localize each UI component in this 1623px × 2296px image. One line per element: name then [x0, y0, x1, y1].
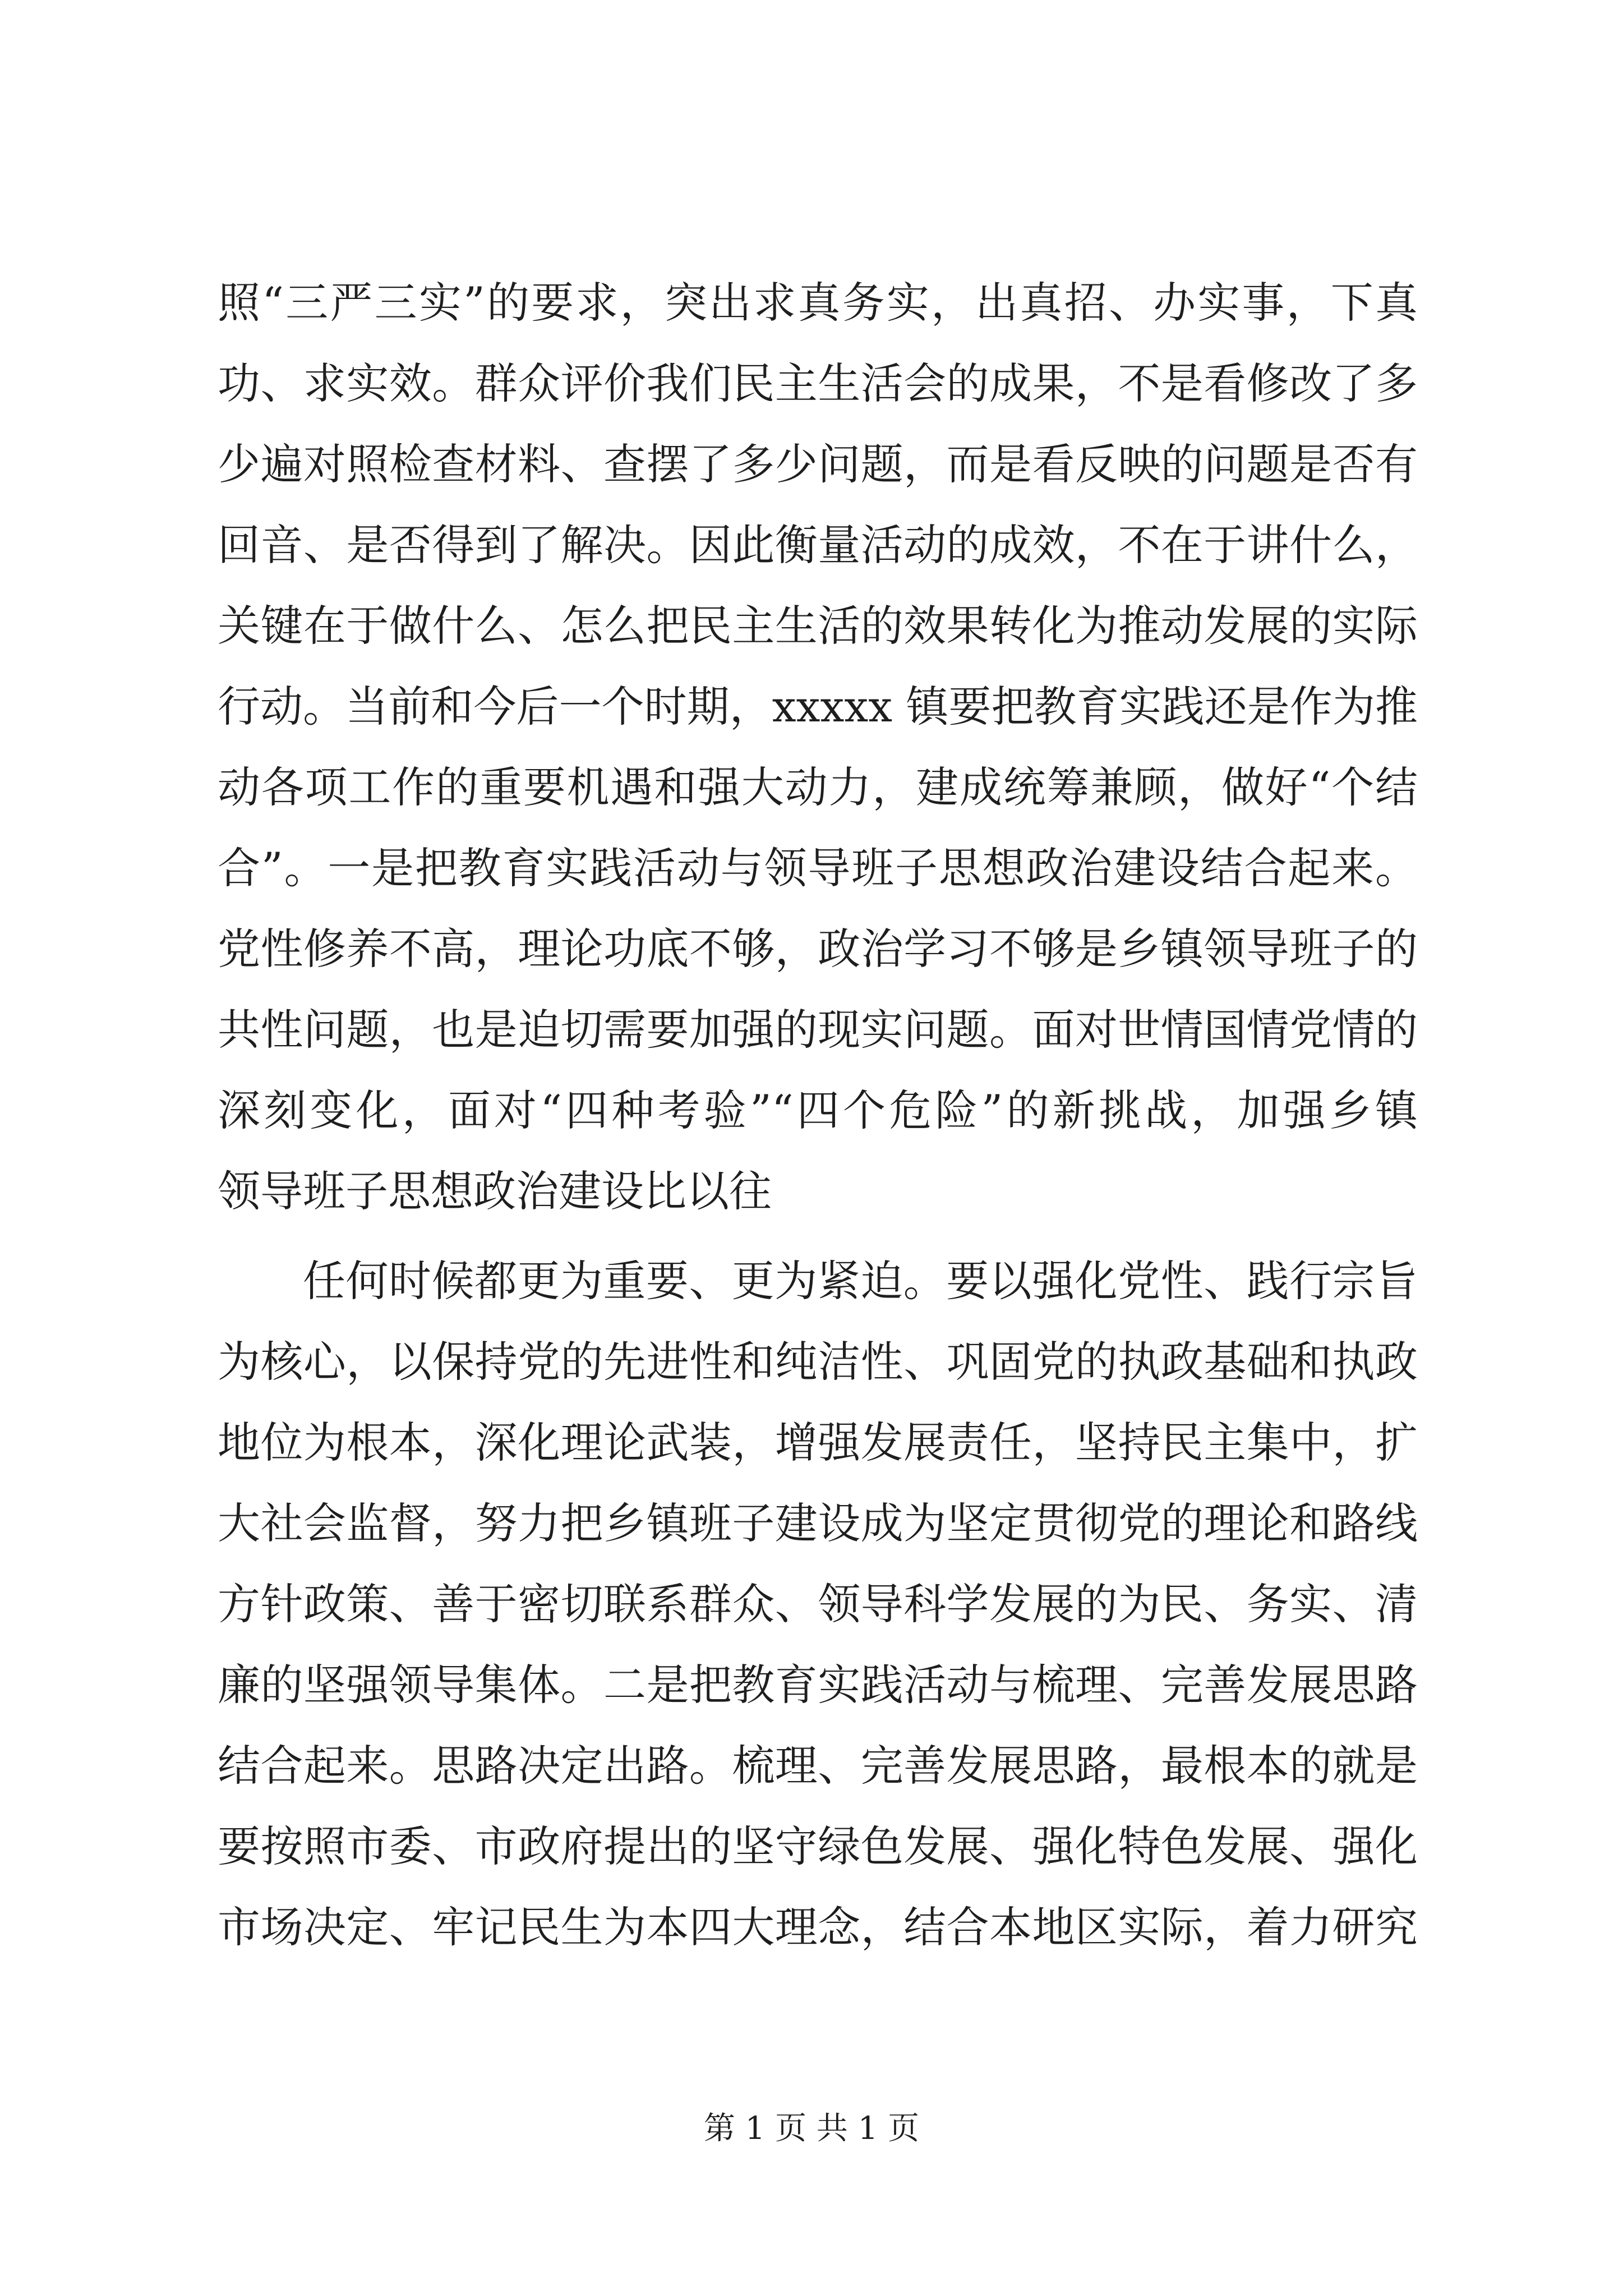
text-line: 领导班子思想政治建设比以往: [218, 1166, 772, 1216]
text-line: 大社会监督，努力把乡镇班子建设成为坚定贯彻党的理论和路线: [218, 1498, 1418, 1548]
text-line: 功、求实效。群众评价我们民主生活会的成果，不是看修改了多: [218, 358, 1418, 408]
text-line: 为核心，以保持党的先进性和纯洁性、巩固党的执政基础和执政: [218, 1337, 1418, 1387]
text-line: 行动。当前和今后一个时期，xxxxx 镇要把教育实践还是作为推: [218, 682, 1418, 731]
text-line: 照“三严三实”的要求，突出求真务实，出真招、办实事，下真: [218, 278, 1418, 328]
paragraph-2: [218, 1241, 1418, 1968]
text-line: 回音、是否得到了解决。因此衡量活动的成效，不在于讲什么，: [218, 520, 1418, 570]
text-line: 任何时候都更为重要、更为紧迫。要以强化党性、践行宗旨: [303, 1256, 1418, 1306]
text-line: 动各项工作的重要机遇和强大动力，建成统筹兼顾，做好“个结: [218, 762, 1418, 812]
paragraph-1: [218, 263, 1418, 1232]
text-line: 廉的坚强领导集体。二是把教育实践活动与梳理、完善发展思路: [218, 1660, 1418, 1710]
text-line: 方针政策、善于密切联系群众、领导科学发展的为民、务实、清: [218, 1579, 1418, 1629]
paragraph-gap: [218, 1232, 1418, 1241]
text-line: 要按照市委、市政府提出的坚守绿色发展、强化特色发展、强化: [218, 1821, 1418, 1871]
text-line: 少遍对照检查材料、查摆了多少问题，而是看反映的问题是否有: [218, 439, 1418, 489]
text-line: 关键在于做什么、怎么把民主生活的效果转化为推动发展的实际: [218, 601, 1418, 651]
page-number-label: 第 1 页 共 1 页: [703, 2110, 920, 2147]
text-line: 地位为根本，深化理论武装，增强发展责任，坚持民主集中，扩: [218, 1418, 1418, 1467]
text-line: 党性修养不高，理论功底不够，政治学习不够是乡镇领导班子的: [218, 924, 1418, 974]
text-line: 市场决定、牢记民生为本四大理念，结合本地区实际，着力研究: [218, 1902, 1418, 1952]
text-line: 合”。一是把教育实践活动与领导班子思想政治建设结合起来。: [218, 843, 1418, 893]
document-body: [218, 263, 1418, 1968]
text-line: 共性问题，也是迫切需要加强的现实问题。面对世情国情党情的: [218, 1005, 1418, 1055]
text-line: 结合起来。思路决定出路。梳理、完善发展思路，最根本的就是: [218, 1741, 1418, 1791]
text-line: 深刻变化，面对“四种考验”“四个危险”的新挑战，加强乡镇: [218, 1085, 1418, 1135]
page-footer: [0, 2106, 1623, 2151]
